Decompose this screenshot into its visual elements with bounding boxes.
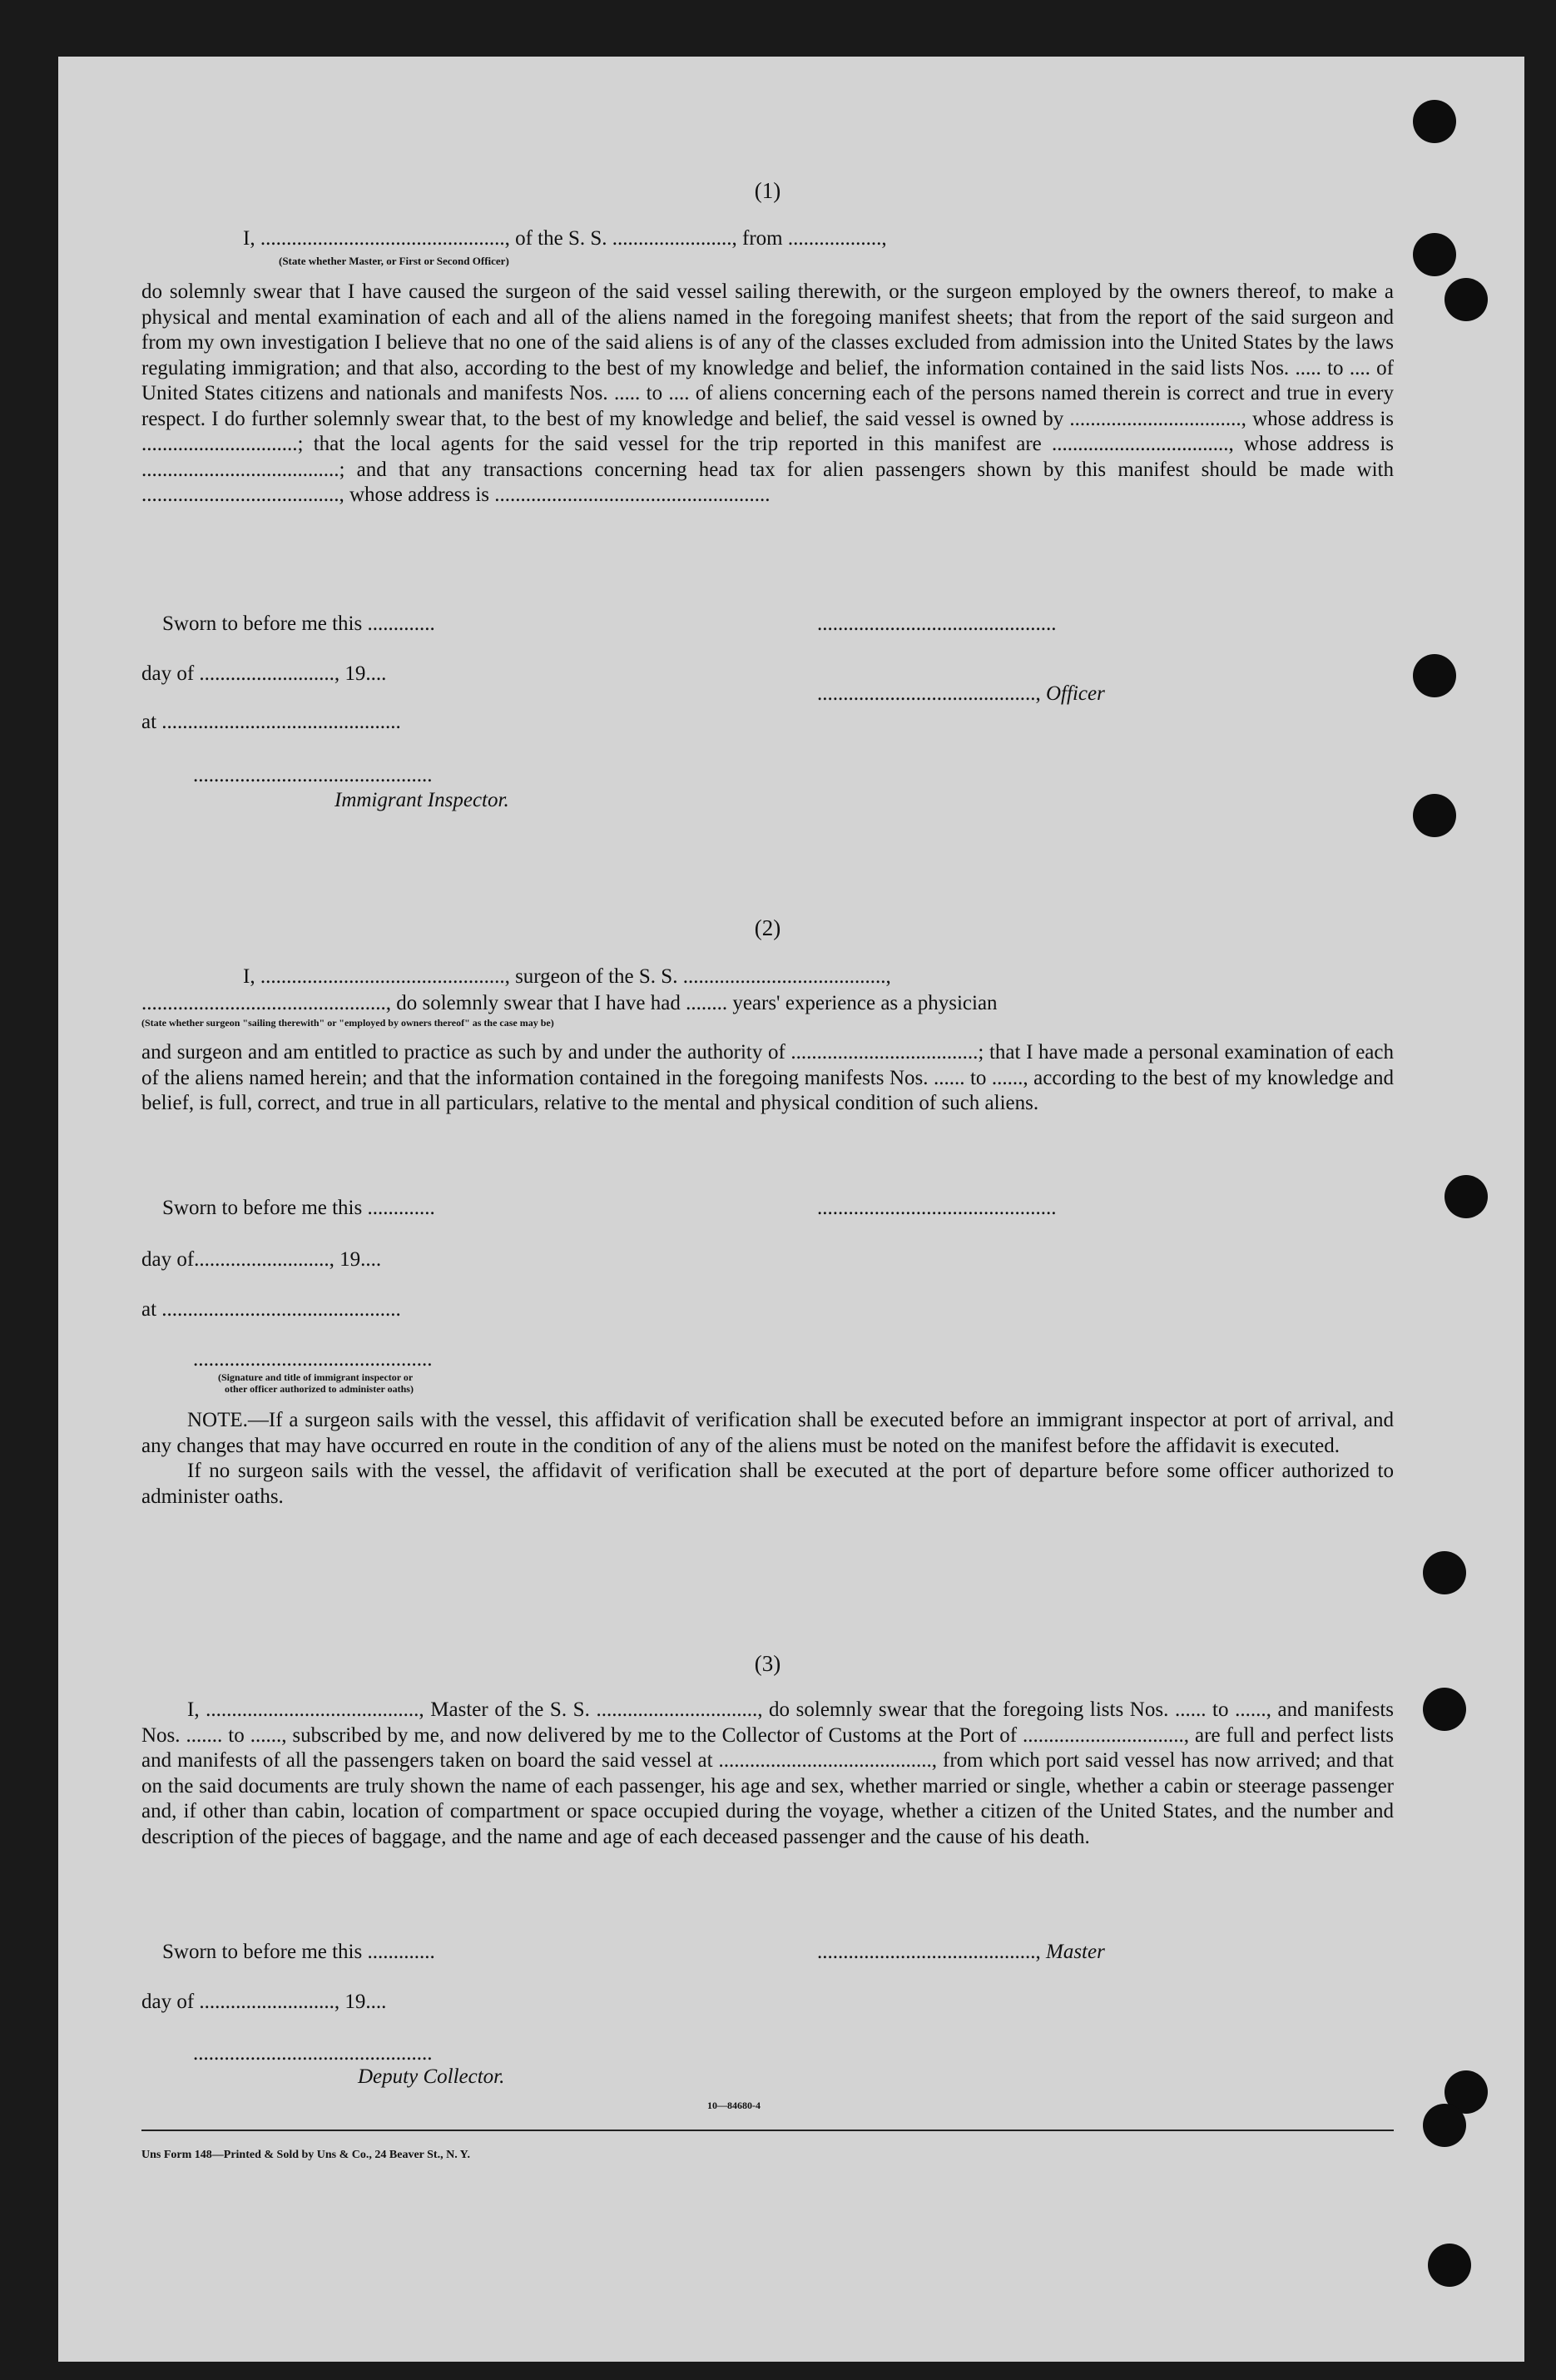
day-line: day of .........................., 19.... (141, 662, 387, 685)
punch-hole (1445, 278, 1488, 321)
officer-signature-line: .........................................., Officer (817, 682, 1105, 705)
master-dots: .......................................... (817, 1941, 1036, 1963)
at-line: at .............................................. (141, 1298, 401, 1321)
master-oath-paragraph: I, ........................................., Master of the S. S. ..............................., do solemnly swear that the foregoing lists Nos. ...... to ......, and manifests Nos. ....... to ......, subscribed by me, and now delivered by me to the Collector of Customs at the Port of ..............................., are full and perfect lists and manifests of all the passengers taken on board the said vessel at ........................................., from which port said vessel has now arrived; and that on the said documents are truly shown the name of each passenger, his age and sex, whether married or single, whether a cabin or steerage passenger and, if other than cabin, location of compartment or space occupied during the voyage, whether a citizen of the United States, and the number and description of the pieces of baggage, and the name and age of each deceased passenger and the cause of his death. (141, 1698, 1394, 1848)
day-line: day of.........................., 19.... (141, 1248, 382, 1271)
note-paragraph: NOTE.—If a surgeon sails with the vessel, this affidavit of verification shall be executed before an immigrant inspector at port of arrival, and any changes that may have occurred en route in the condition of any of the aliens must be noted on the manifest before the affidavit is executed. (141, 1409, 1394, 1457)
punch-hole (1423, 2104, 1466, 2147)
signature-note: other officer authorized to administer oaths) (225, 1383, 414, 1395)
collector-signature-line: .............................................. (193, 2042, 433, 2065)
experience-line: ..............................................., do solemnly swear that I have had ........ years' experience as a physician (141, 992, 998, 1014)
form-page (58, 57, 1524, 2362)
punch-hole (1423, 1551, 1466, 1594)
at-line: at .............................................. (141, 711, 401, 733)
signature-note: (Signature and title of immigrant inspector or (218, 1371, 414, 1383)
section-number: (1) (754, 178, 781, 203)
form-code: 10—84680-4 (707, 2100, 761, 2111)
inspector-signature-line: .............................................. (193, 764, 433, 786)
punch-hole (1423, 1688, 1466, 1731)
footer-rule (141, 2130, 1394, 2131)
section-number: (3) (754, 1651, 781, 1676)
authorized-signature-line: .............................................. (193, 1348, 433, 1371)
field-note: (State whether Master, or First or Second Officer) (279, 255, 509, 267)
sworn-line: Sworn to before me this ............. (162, 1197, 435, 1219)
punch-hole (1428, 2244, 1471, 2287)
sworn-line: Sworn to before me this ............. (162, 612, 435, 635)
surgeon-declaration-line: I, ..............................................., surgeon of the S. S. ......................................., (243, 965, 891, 988)
signature-line: .............................................. (817, 612, 1057, 635)
surgeon-oath-paragraph: and surgeon and am entitled to practice as such by and under the authority of ....................................; that I have made a personal examination of each of the aliens named herein; and that the information contained in the foregoing manifests Nos. ...... to ......, according to the best of my knowledge and belief, is full, correct, and true in all particulars, relative to the mental and physical condition of such aliens. (141, 1041, 1394, 1114)
punch-hole (1413, 794, 1456, 837)
printer-imprint: Uns Form 148—Printed & Sold by Uns & Co., 24 Beaver St., N. Y. (141, 2149, 470, 2161)
punch-hole (1445, 1175, 1488, 1218)
punch-hole (1413, 233, 1456, 276)
oath-paragraph: do solemnly swear that I have caused the surgeon of the said vessel sailing therewith, or the surgeon employed by the owners thereof, to make a physical and mental examination of each and all of the aliens named in the foregoing manifest sheets; that from the report of the said surgeon and from my own investigation I believe that no one of the said aliens is of any of the classes excluded from admission into the United States by the laws regulating immigration; and that also, according to the best of my knowledge and belief, the information contained in the said lists Nos. ..... to .... of United States citizens and nationals and manifests Nos. ..... to .... of aliens concerning each of the persons named therein is correct and true in every respect. I do further solemnly swear that, to the best of my knowledge and belief, the said vessel is owned by ................................., whose address is ..............................; that the local agents for the said vessel for the trip reported in this manifest are .................................., whose address is ......................................; and that any transactions concerning head tax for alien passengers shown by this manifest should be made with ......................................, whose address is ..................................................... (141, 280, 1394, 506)
master-declaration-line: I, ..............................................., of the S. S. ......................., from .................., (243, 227, 887, 250)
signature-line: .............................................. (817, 1197, 1057, 1219)
officer-label: Officer (1046, 682, 1105, 705)
punch-hole (1413, 100, 1456, 143)
note-paragraph: If no surgeon sails with the vessel, the affidavit of verification shall be executed at the port of departure before some officer authorized to administer oaths. (141, 1460, 1394, 1508)
collector-label: Deputy Collector. (358, 2065, 505, 2088)
section-number: (2) (754, 915, 781, 940)
inspector-label: Immigrant Inspector. (334, 789, 509, 811)
master-label: Master (1046, 1941, 1105, 1963)
day-line: day of .........................., 19.... (141, 1991, 387, 2013)
punch-hole (1413, 654, 1456, 697)
officer-dots: .......................................... (817, 682, 1036, 705)
field-note: (State whether surgeon "sailing therewith" or "employed by owners thereof" as the case may be) (141, 1017, 554, 1029)
sworn-line: Sworn to before me this ............. (162, 1941, 435, 1963)
master-signature-line: .........................................., Master (817, 1941, 1105, 1963)
